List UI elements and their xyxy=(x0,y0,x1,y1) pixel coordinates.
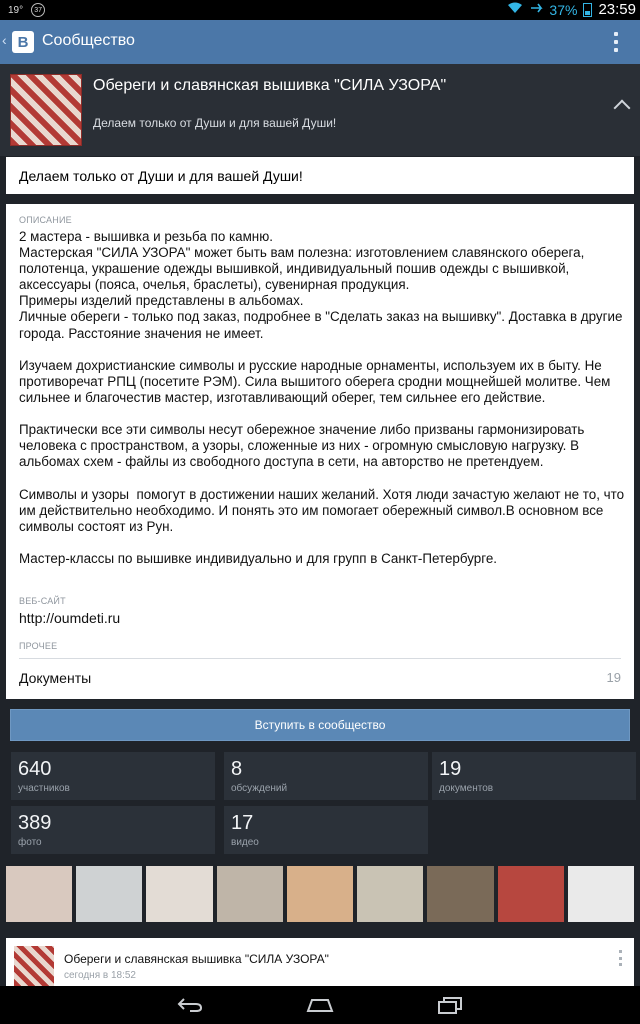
notification-badge: 37 xyxy=(31,3,45,17)
photo-thumbnail[interactable] xyxy=(568,866,634,922)
post-time: сегодня в 18:52 xyxy=(64,970,136,981)
wifi-icon xyxy=(507,2,523,17)
community-status: Делаем только от Души и для вашей Души! xyxy=(93,116,337,130)
documents-label: Документы xyxy=(19,670,92,686)
stat-number: 19 xyxy=(439,758,462,780)
vk-logo-icon[interactable]: B xyxy=(12,31,34,53)
photo-thumbnail[interactable] xyxy=(6,866,72,922)
divider xyxy=(19,658,621,659)
documents-count: 19 xyxy=(606,670,621,685)
stat-label: фото xyxy=(18,837,42,848)
photo-thumbnail[interactable] xyxy=(287,866,353,922)
website-link[interactable]: http://oumdeti.ru xyxy=(19,610,121,626)
stat-label: участников xyxy=(18,783,70,794)
back-icon[interactable] xyxy=(170,994,210,1016)
wall-post[interactable] xyxy=(6,938,634,986)
stat-number: 640 xyxy=(18,758,52,780)
photo-thumbnail[interactable] xyxy=(427,866,493,922)
stat-videos[interactable] xyxy=(224,806,428,854)
community-avatar[interactable] xyxy=(10,74,82,146)
stat-label: документов xyxy=(439,783,494,794)
home-icon[interactable] xyxy=(300,994,340,1016)
status-text: Делаем только от Души и для вашей Души! xyxy=(19,168,303,184)
back-chevron-icon[interactable]: ‹ xyxy=(2,32,7,48)
photo-thumbnail[interactable] xyxy=(217,866,283,922)
stat-number: 8 xyxy=(231,758,243,780)
post-menu-icon[interactable] xyxy=(619,950,622,966)
stat-documents[interactable] xyxy=(432,752,636,800)
info-card xyxy=(6,204,634,699)
battery-icon xyxy=(583,3,592,17)
stat-members[interactable] xyxy=(11,752,215,800)
screen-title: Сообщество xyxy=(42,32,135,49)
post-avatar[interactable] xyxy=(14,946,54,986)
status-card xyxy=(6,157,634,194)
stat-label: обсуждений xyxy=(231,783,288,794)
photo-thumbnail[interactable] xyxy=(498,866,564,922)
overflow-menu-icon[interactable] xyxy=(614,32,618,52)
documents-row[interactable] xyxy=(6,660,634,698)
website-label: ВЕБ-САЙТ xyxy=(19,596,66,606)
community-name: Обереги и славянская вышивка "СИЛА УЗОРА" xyxy=(93,77,447,94)
post-author[interactable]: Обереги и славянская вышивка "СИЛА УЗОРА" xyxy=(64,952,329,966)
photo-thumbnail[interactable] xyxy=(146,866,212,922)
description-label: ОПИСАНИЕ xyxy=(19,215,72,225)
recent-apps-icon[interactable] xyxy=(430,994,470,1016)
clock: 23:59 xyxy=(598,1,636,18)
stat-number: 17 xyxy=(231,812,254,834)
collapse-chevron-icon[interactable] xyxy=(614,100,631,117)
community-header xyxy=(0,64,640,156)
photo-strip xyxy=(6,866,634,922)
battery-percent: 37% xyxy=(549,1,578,18)
stat-number: 389 xyxy=(18,812,52,834)
join-community-button[interactable]: Вступить в сообщество xyxy=(10,709,630,741)
status-bar xyxy=(0,0,640,20)
description-text: 2 мастера - вышивка и резьба по камню. Мастерская "СИЛА УЗОРА" может быть вам полезна: изготовлением славянского оберега, полотенца, украшение одежды вышивкой, индивидуальный пошив одежды с вышивкой, аксессуары (пояса, очелья, браслеты), сувенирная продукция. Примеры изделий представлены в альбомах. Личные обереги - только под заказ, подробнее в "Сделать заказ на вышивку". Доставка в другие города. Расстояние значения не имеет. Изучаем дохристианские символы и русские народные орнаменты, используем их в быту. Не противоречат РПЦ (посетите РЭМ). Сила вышитого оберега сродни мощнейшей молитве. Чем сильнее и благочестив мастер, изготавливающий оберег, тем сильнее его действие. Практически все эти символы несут обережное значение либо призваны гармонизировать человека с пространством, а узоры, сложенные из них - огромную смысловую нагрузку. В альбомах схем - файлы из свободного доступа в сети, на авторство не претендуем. Символы и узоры помогут в достижении наших желаний. Хотя люди зачастую желают не то, что им действительно необходимо. И понять это им помогает обережный символ.В основном все символы состоят из Рун. Мастер-классы по вышивке индивидуально и для групп в Санкт-Петербурге. xyxy=(19,229,625,566)
temperature-indicator: 19° xyxy=(8,4,24,16)
navigation-bar xyxy=(0,986,640,1024)
photo-thumbnail[interactable] xyxy=(357,866,423,922)
other-label: ПРОЧЕЕ xyxy=(19,641,58,651)
photo-thumbnail[interactable] xyxy=(76,866,142,922)
stat-discussions[interactable] xyxy=(224,752,428,800)
stat-photos[interactable] xyxy=(11,806,215,854)
signal-icon xyxy=(529,2,543,17)
action-bar xyxy=(0,20,640,64)
stat-label: видео xyxy=(231,837,259,848)
